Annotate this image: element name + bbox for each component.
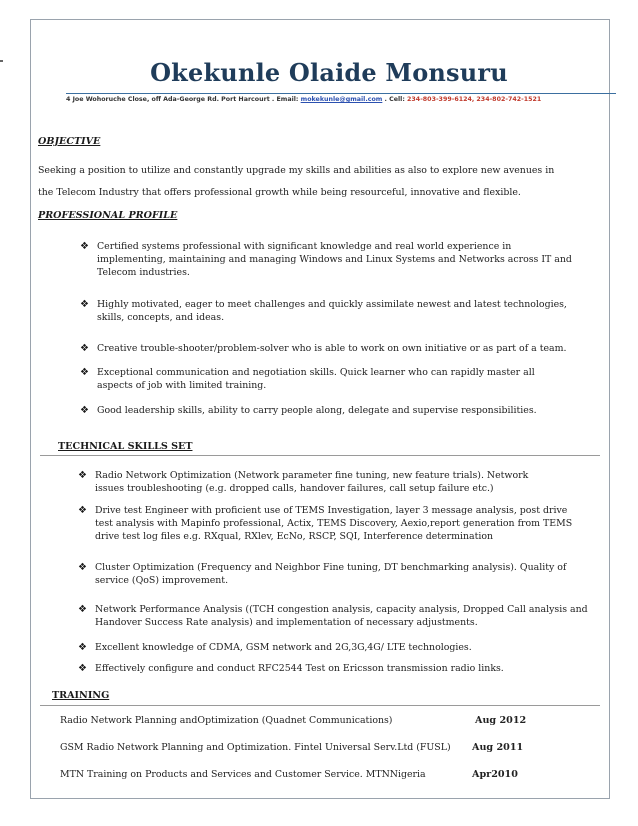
skill-item: ❖ Excellent knowledge of CDMA, GSM network and 2G,3G,4G/ LTE technologies. — [78, 642, 472, 653]
email-link[interactable]: mokekunle@gmail.com — [300, 96, 383, 103]
skill-item: ❖ Drive test Engineer with proficient use of TEMS Investigation, layer 3 message analysis, post drive test analysis with Mapinfo professional, Actix, TEMS Discovery, Aexio,report generation from TEMS drive test log files e.g. RXqual, RXlev, EcNo, RSCP, SQI, Interference determination — [78, 505, 573, 542]
diamond-bullet-icon: ❖ — [80, 241, 89, 252]
contact-line — [66, 96, 541, 103]
diamond-bullet-icon: ❖ — [80, 405, 89, 416]
training-course: Radio Network Planning andOptimization (Quadnet Communications) — [60, 715, 393, 726]
training-date: Aug 2011 — [472, 742, 524, 753]
objective-text — [38, 160, 598, 204]
diamond-bullet-icon: ❖ — [80, 343, 89, 354]
profile-heading: PROFESSIONAL PROFILE — [38, 210, 178, 221]
objective-heading: OBJECTIVE — [38, 136, 101, 147]
technical-rule — [40, 455, 600, 456]
training-date: Apr2010 — [472, 769, 518, 780]
address-text: 4 Joe Wohoruche Close, off Ada-George Rd. Port Harcourt . Email: — [66, 96, 301, 103]
objective-line-1: Seeking a position to utilize and constantly upgrade my skills and abilities as also to explore new avenues in — [38, 165, 555, 176]
diamond-bullet-icon: ❖ — [78, 604, 87, 615]
cell-label: . Cell: — [382, 96, 408, 103]
training-course: GSM Radio Network Planning and Optimization. Fintel Universal Serv.Ltd (FUSL) — [60, 742, 451, 753]
profile-item: ❖ Exceptional communication and negotiation skills. Quick learner who can rapidly master all aspects of job with limited training. — [80, 367, 535, 391]
phone-numbers: 234-803-399-6124, 234-802-742-1521 — [407, 96, 542, 103]
training-date: Aug 2012 — [475, 715, 527, 726]
objective-line-2: the Telecom Industry that offers professional growth while being resourceful, innovative and flexible. — [38, 187, 521, 198]
training-rule — [40, 705, 600, 706]
diamond-bullet-icon: ❖ — [80, 299, 89, 310]
profile-item: ❖ Good leadership skills, ability to carry people along, delegate and supervise responsibilities. — [80, 405, 537, 416]
diamond-bullet-icon: ❖ — [78, 562, 87, 573]
diamond-bullet-icon: ❖ — [80, 367, 89, 378]
skill-item: ❖ Cluster Optimization (Frequency and Neighbor Fine tuning, DT benchmarking analysis). Quality of service (QoS) improvement. — [78, 562, 567, 586]
profile-item: ❖ Creative trouble-shooter/problem-solver who is able to work on own initiative or as part of a team. — [80, 343, 567, 354]
skill-item: ❖ Effectively configure and conduct RFC2544 Test on Ericsson transmission radio links. — [78, 663, 504, 674]
candidate-name: Okekunle Olaide Monsuru — [150, 58, 508, 87]
profile-item: ❖ Highly motivated, eager to meet challenges and quickly assimilate newest and latest technologies, skills, concepts, and ideas. — [80, 299, 567, 323]
diamond-bullet-icon: ❖ — [78, 470, 87, 481]
training-heading: TRAINING — [52, 690, 110, 701]
technical-heading: TECHNICAL SKILLS SET — [58, 441, 193, 452]
diamond-bullet-icon: ❖ — [78, 663, 87, 674]
skill-item: ❖ Network Performance Analysis ((TCH congestion analysis, capacity analysis, Dropped Call analysis and Handover Success Rate analysis) and implementation of necessary adjustments. — [78, 604, 588, 628]
diamond-bullet-icon: ❖ — [78, 505, 87, 516]
skill-item: ❖ Radio Network Optimization (Network parameter fine tuning, new feature trials). Network issues troubleshooting (e.g. dropped calls, handover failures, call setup failure etc.) — [78, 470, 529, 494]
training-course: MTN Training on Products and Services and Customer Service. MTNNigeria — [60, 769, 426, 780]
header-rule — [66, 93, 616, 94]
profile-item: ❖ Certified systems professional with significant knowledge and real world experience in implementing, maintaining and managing Windows and Linux Systems and Networks across IT and Telecom industries. — [80, 241, 572, 278]
diamond-bullet-icon: ❖ — [78, 642, 87, 653]
